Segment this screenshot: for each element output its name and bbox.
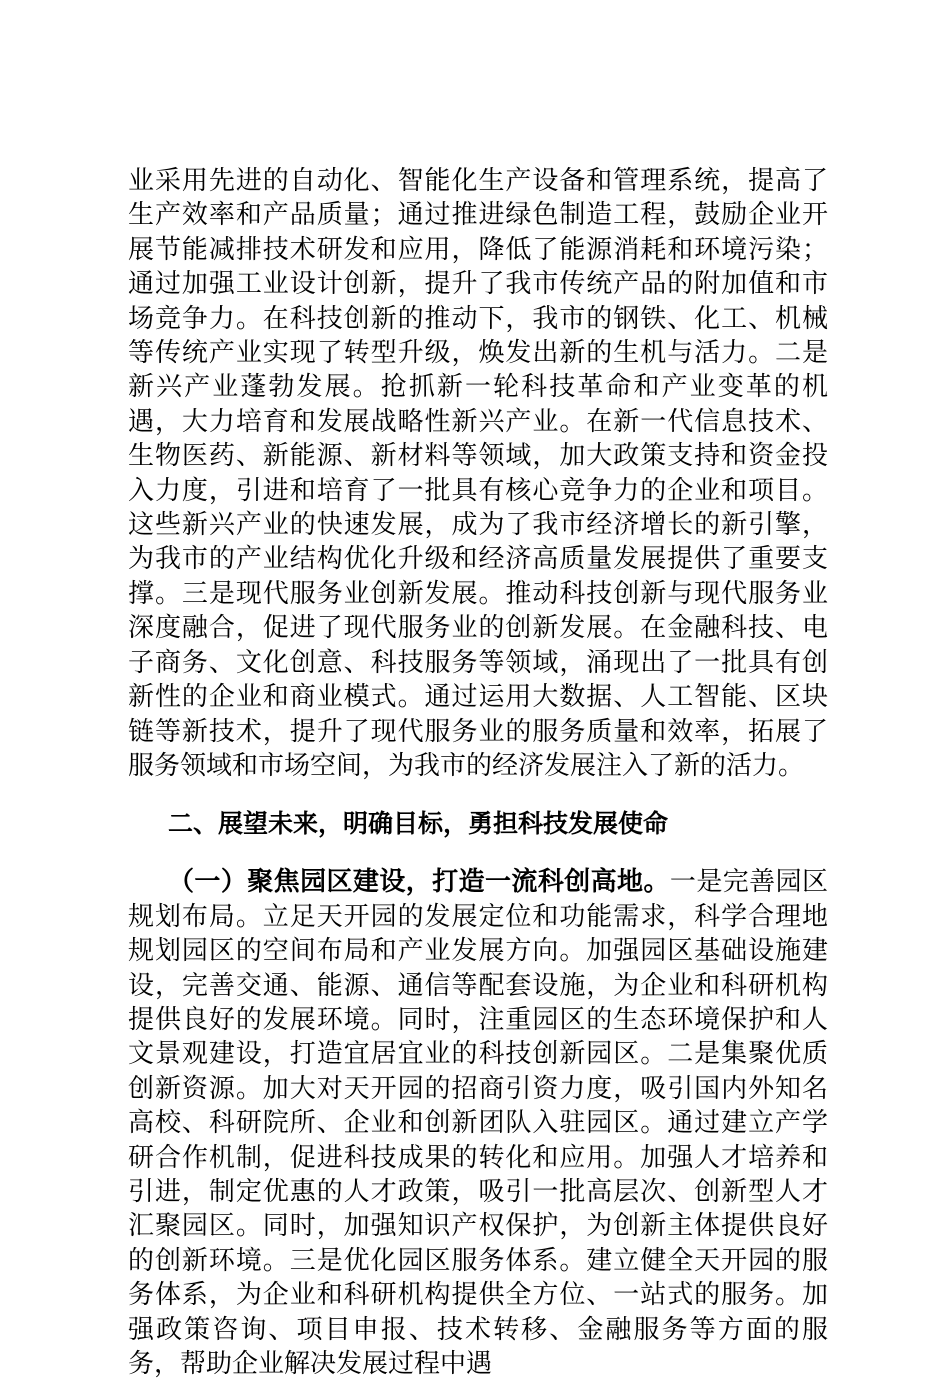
document-page [128,164,828,1381]
body-paragraph [128,865,828,1381]
subsection-body: 一是完善园区规划布局。立足天开园的发展定位和功能需求，科学合理地规划园区的空间布局和产业发展方向。加强园区基础设施建设，完善交通、能源、通信等配套设施，为企业和科研机构提供良好的发展环境。同时，注重园区的生态环境保护和人文景观建设，打造宜居宜业的科技创新园区。二是集聚优质创新资源。加大对天开园的招商引资力度，吸引国内外知名高校、科研院所、企业和创新团队入驻园区。通过建立产学研合作机制，促进科技成果的转化和应用。加强人才培养和引进，制定优惠的人才政策，吸引一批高层次、创新型人才汇聚园区。同时，加强知识产权保护，为创新主体提供良好的创新环境。三是优化园区服务体系。建立健全天开园的服务体系，为企业和科研机构提供全方位、一站式的服务。加强政策咨询、项目申报、技术转移、金融服务等方面的服务，帮助企业解决发展过程中遇 [128,867,828,1379]
subsection-lead: （一）聚焦园区建设，打造一流科创高地。 [168,867,670,898]
section-heading: 二、展望未来，明确目标，勇担科技发展使命 [168,809,669,839]
body-paragraph-continued: 业采用先进的自动化、智能化生产设备和管理系统，提高了生产效率和产品质量；通过推进绿色制造工程，鼓励企业开展节能减排技术研发和应用，降低了能源消耗和环境污染；通过加强工业设计创新，提升了我市传统产品的附加值和市场竞争力。在科技创新的推动下，我市的钢铁、化工、机械等传统产业实现了转型升级，焕发出新的生机与活力。二是新兴产业蓬勃发展。抢抓新一轮科技革命和产业变革的机遇，大力培育和发展战略性新兴产业。在新一代信息技术、生物医药、新能源、新材料等领域，加大政策支持和资金投入力度，引进和培育了一批具有核心竞争力的企业和项目。这些新兴产业的快速发展，成为了我市经济增长的新引擎，为我市的产业结构优化升级和经济高质量发展提供了重要支撑。三是现代服务业创新发展。推动科技创新与现代服务业深度融合，促进了现代服务业的创新发展。在金融科技、电子商务、文化创意、科技服务等领域，涌现出了一批具有创新性的企业和商业模式。通过运用大数据、人工智能、区块链等新技术，提升了现代服务业的服务质量和效率，拓展了服务领域和市场空间，为我市的经济发展注入了新的活力。 [128,166,828,781]
